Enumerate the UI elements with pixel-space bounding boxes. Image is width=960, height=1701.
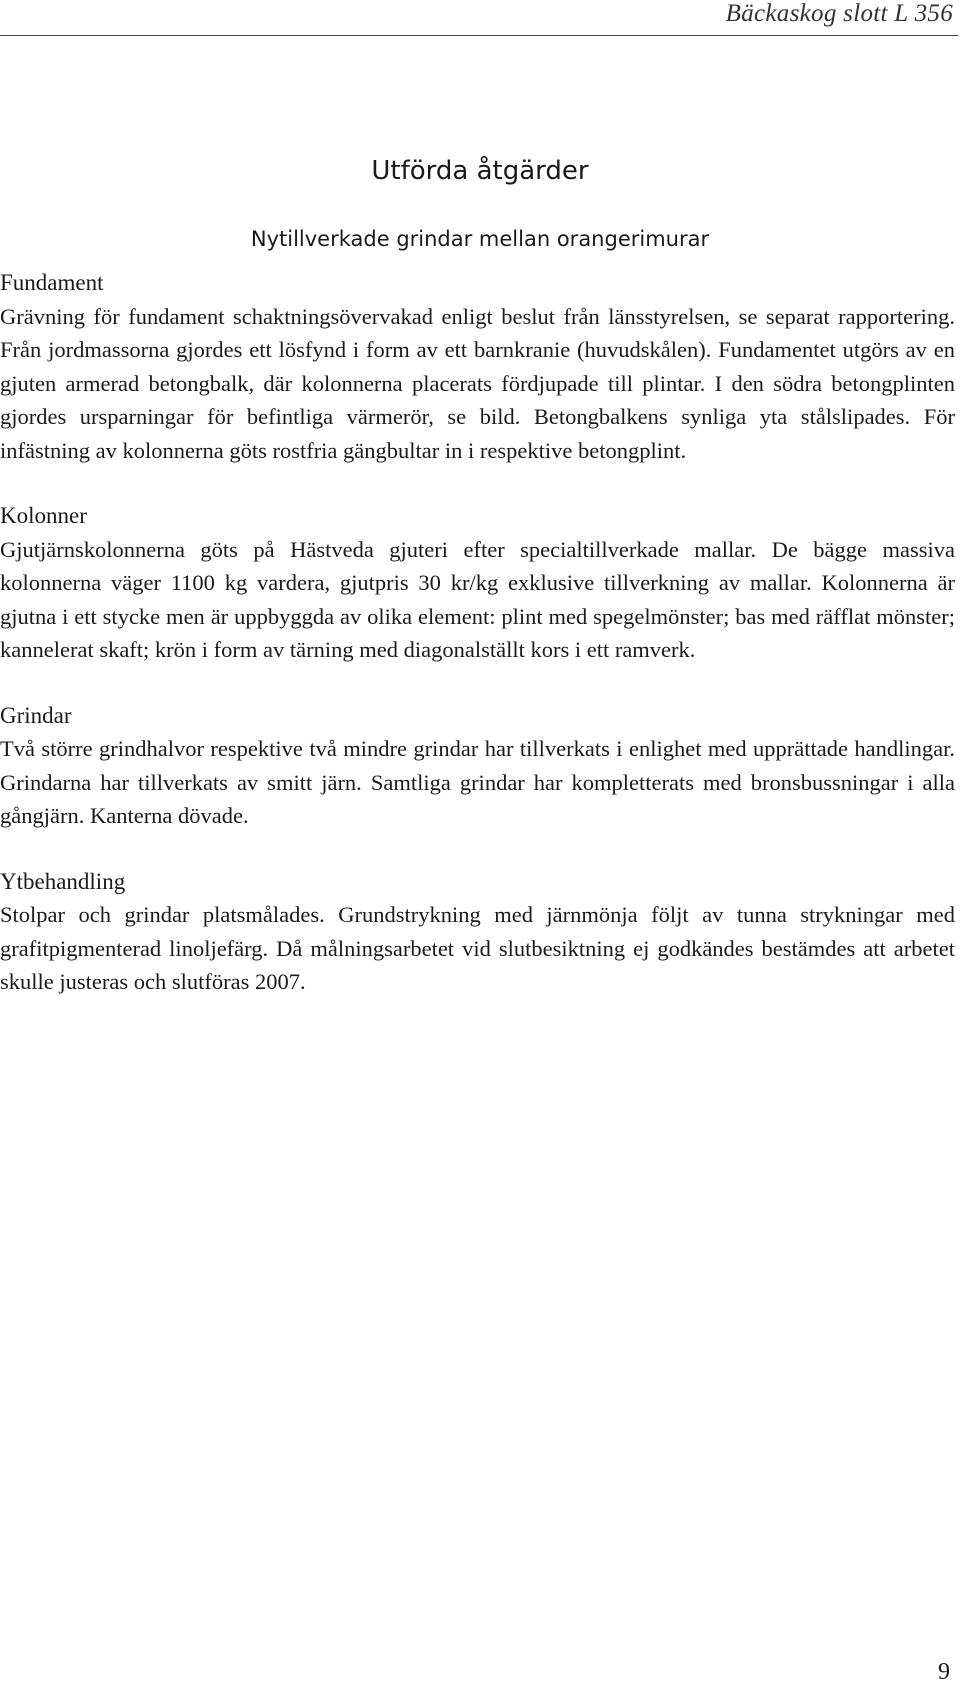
section-fundament xyxy=(0,266,955,467)
section-text-grindar: Två större grindhalvor respektive två mindre grindar har tillverkats i enlighet med upprättade handlingar. Grindarna har tillverkats av smitt järn. Samtliga grindar har kompletterats med bronsbussningar i alla gångjärn. Kanterna dövade. xyxy=(0,736,955,828)
section-text-ytbehandling: Stolpar och grindar platsmålades. Grundstrykning med järnmönja följt av tunna strykningar med grafitpigmenterad linoljefärg. Då målningsarbetet vid slutbesiktning ej godkändes bestämdes att arbetet skulle justeras och slutföras 2007. xyxy=(0,902,955,994)
section-grindar xyxy=(0,699,955,833)
section-kolonner xyxy=(0,499,955,667)
section-heading-ytbehandling: Ytbehandling xyxy=(0,868,126,894)
section-text-kolonner: Gjutjärnskolonnerna göts på Hästveda gjuteri efter specialtillverkade mallar. De bägge massiva kolonnerna väger 1100 kg vardera, gjutpris 30 kr/kg exklusive tillverkning av mallar. Kolonnerna är gjutna i ett stycke men är uppbyggda av olika element: plint med spegelmönster; bas med räfflat mönster; kannelerat skaft; krön i form av tärning med diagonalställt kors i ett ramverk. xyxy=(0,536,955,662)
running-header: Bäckaskog slott L 356 xyxy=(725,0,953,27)
section-heading-grindar: Grindar xyxy=(0,702,72,728)
section-heading-kolonner: Kolonner xyxy=(0,503,87,528)
section-text-fundament: Grävning för fundament schaktningsövervakad enligt beslut från länsstyrelsen, se separat rapportering. Från jordmassorna gjordes ett lösfynd i form av ett barnkranie (huvudskålen). Fundamentet utgörs av en gjuten armerad betongbalk, där kolonnerna placerats fördjupade till plintar. I den södra betongplinten gjordes ursparningar för befintliga värmerör, se bild. Betongbalkens synliga yta stålslipades. För infästning av kolonnerna göts rostfria gängbultar in i respektive betongplint. xyxy=(0,303,955,463)
page-title: Utförda åtgärder xyxy=(371,156,589,186)
section-ytbehandling xyxy=(0,865,955,999)
header-rule xyxy=(0,35,958,36)
section-heading-fundament: Fundament xyxy=(0,270,104,295)
page-number: 9 xyxy=(938,1659,950,1685)
page-subtitle: Nytillverkade grindar mellan orangerimurar xyxy=(250,227,710,251)
body-content xyxy=(0,266,955,1031)
